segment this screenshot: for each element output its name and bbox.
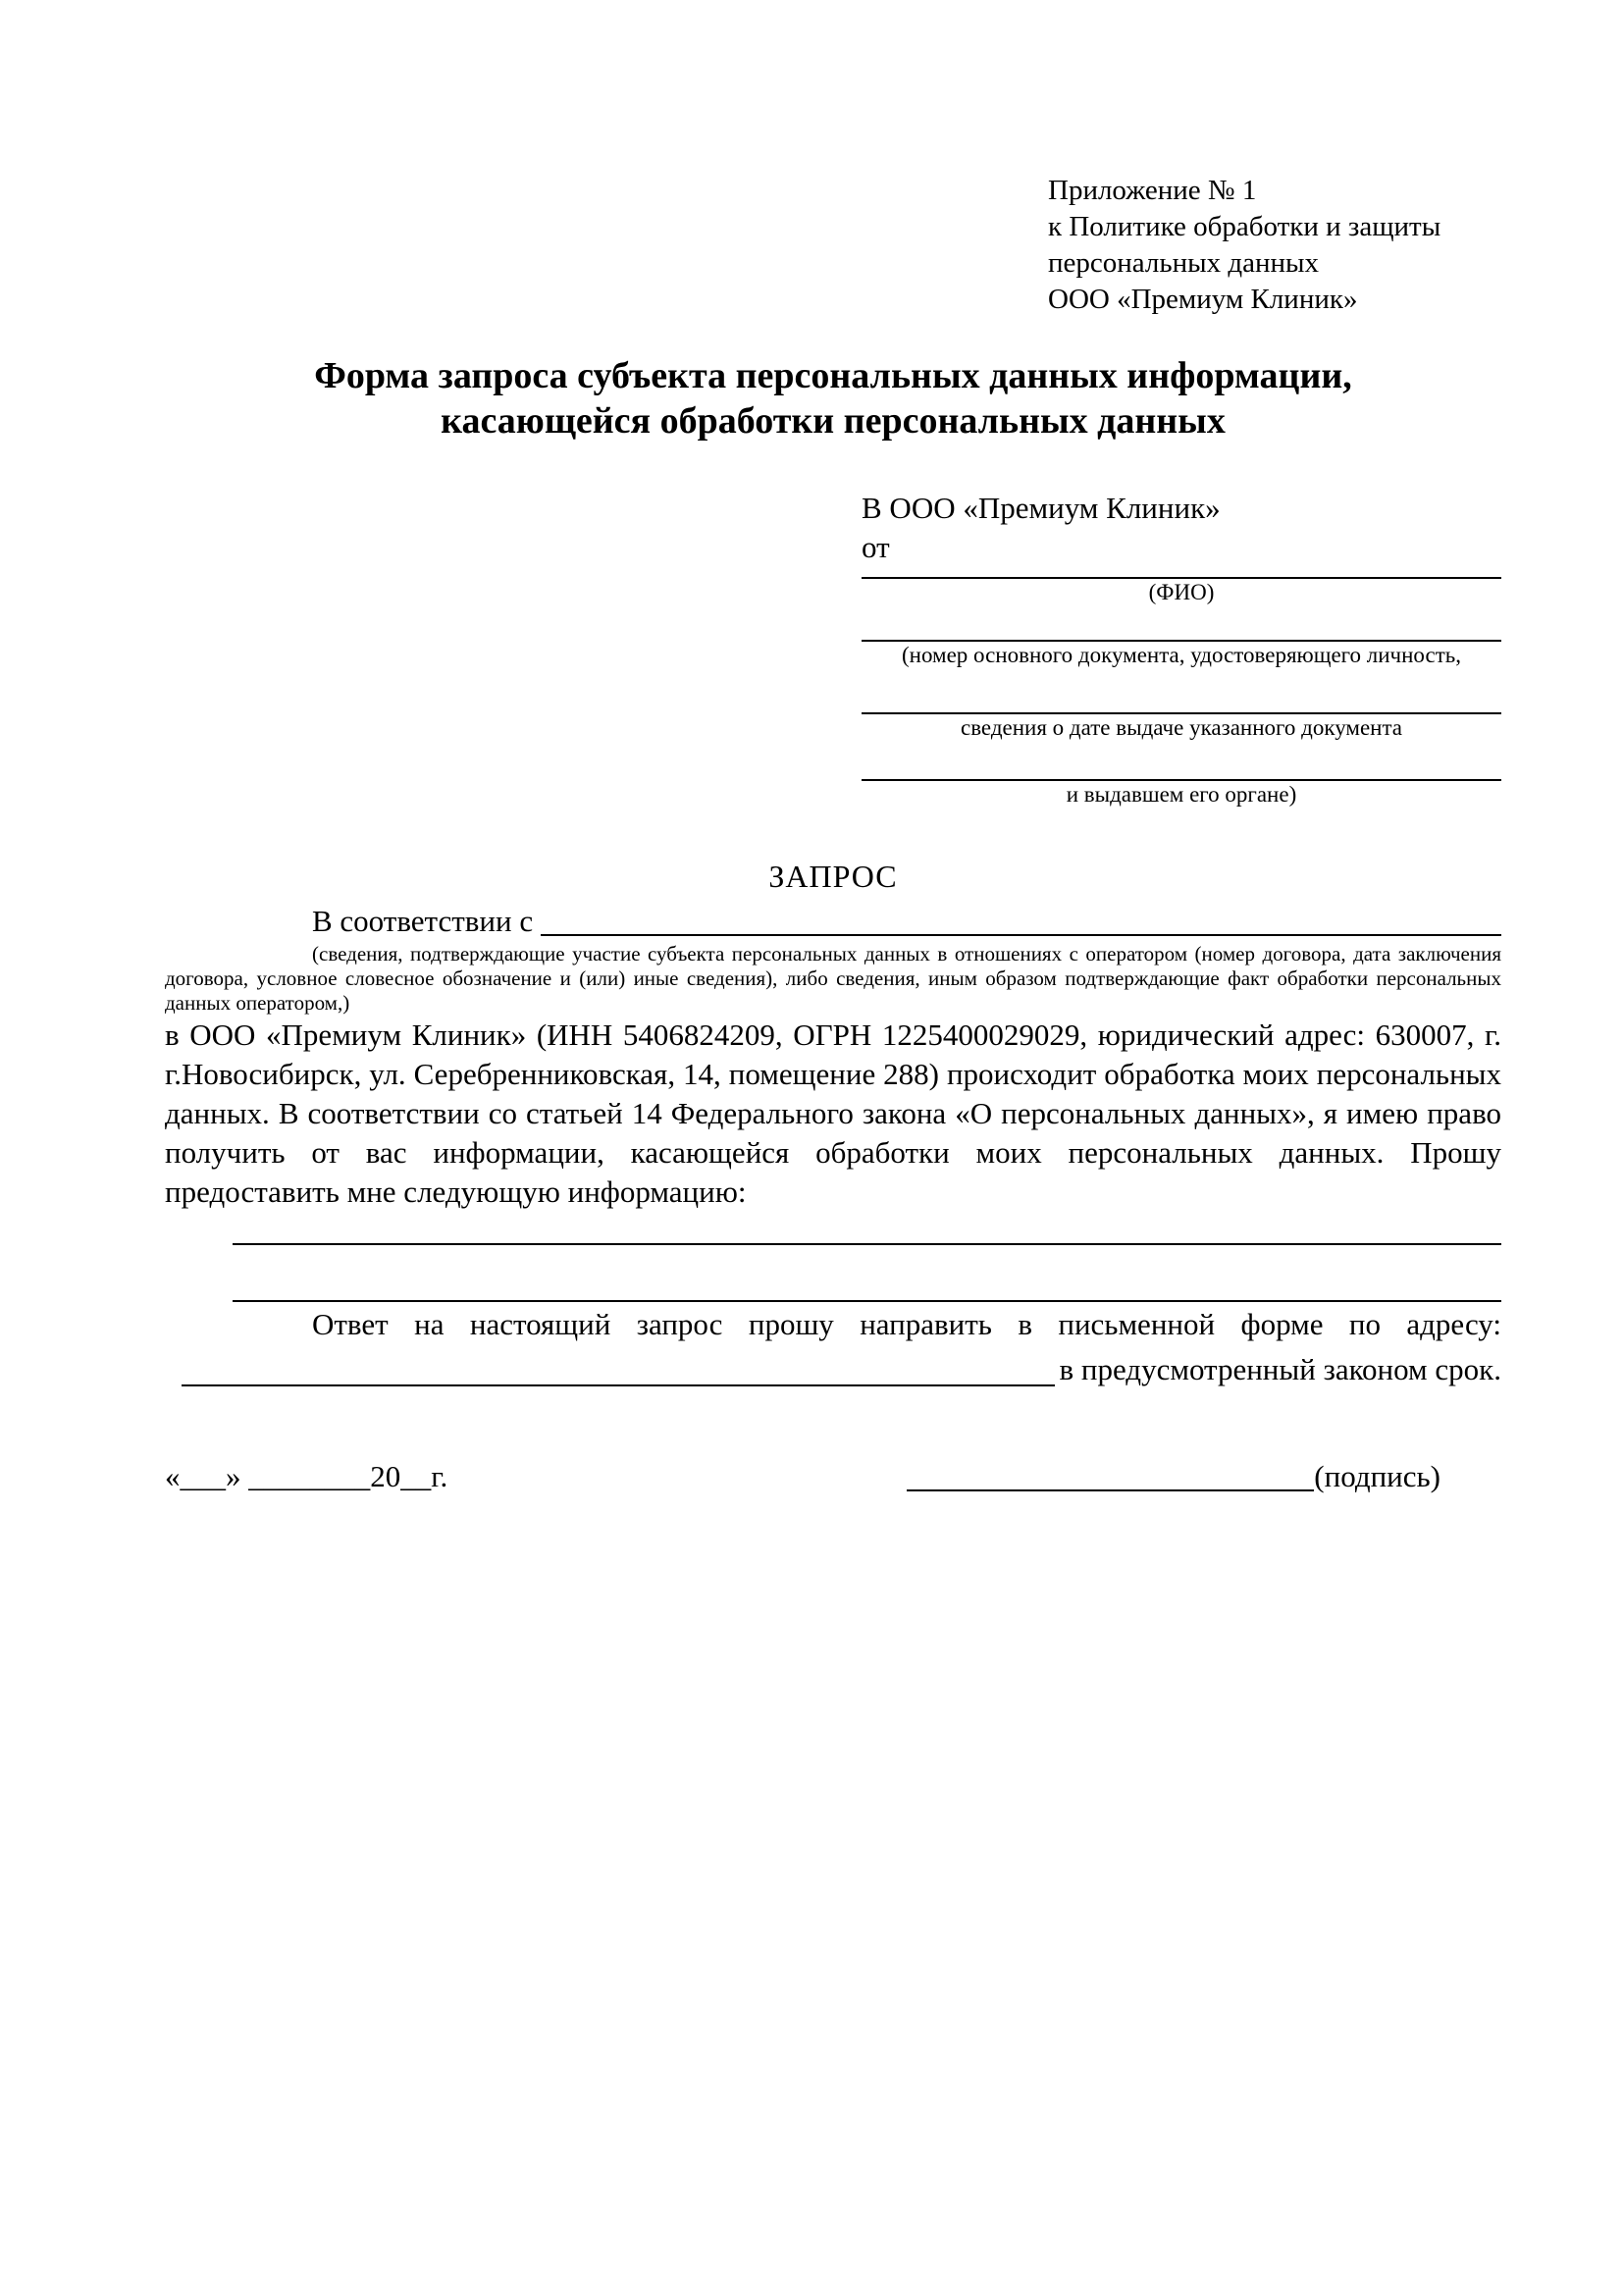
answer-address-blank-field [182, 1347, 1055, 1386]
requested-info-blanks [233, 1212, 1501, 1302]
document-number-blank-field [862, 616, 1501, 642]
appendix-line: персональных данных [1048, 247, 1320, 279]
appendix-line: к Политике обработки и защиты [1048, 211, 1441, 242]
requested-info-blank-line-2 [233, 1245, 1501, 1302]
signature-group [907, 1455, 1440, 1498]
fio-field-caption: (ФИО) [1148, 580, 1215, 604]
date-signature-row [165, 1455, 1501, 1498]
addressee-block [862, 489, 1501, 809]
signature-blank-field [907, 1489, 1314, 1491]
issue-date-blank-field [862, 689, 1501, 714]
page-title-line: Форма запроса субъекта персональных данных информации, [314, 355, 1352, 396]
issuing-authority-field-caption: и выдавшем его органе) [1066, 782, 1297, 807]
addressee-from-label: от [862, 530, 890, 564]
appendix-line: ООО «Премиум Клиник» [1048, 284, 1358, 315]
page-title-line: касающейся обработки персональных данных [441, 400, 1226, 442]
appendix-line: Приложение № 1 [1048, 175, 1257, 206]
answer-address-row [165, 1347, 1501, 1392]
accordance-row [165, 901, 1501, 942]
request-heading: ЗАПРОС [768, 859, 898, 894]
signature-caption: (подпись) [1314, 1459, 1440, 1493]
accordance-lead-text: В соответствии с [312, 904, 534, 938]
document-number-field-caption: (номер основного документа, удостоверяющего личность, [901, 643, 1461, 667]
appendix-block [1048, 173, 1501, 318]
fine-print-note: (сведения, подтверждающие участие субъекта персональных данных в отношениях с оператором (номер договора, дата заключения договора, условное словесное обозначение и (или) иные сведения), либо сведения, иным образом подтверждающие факт обработки персональных данных оператором,) [165, 942, 1501, 1015]
answer-tail-text: в предусмотренный законом срок. [1059, 1352, 1501, 1386]
date-line: «___» ________20__г. [165, 1459, 448, 1493]
page-title [165, 353, 1501, 444]
addressee-to: В ООО «Премиум Клиник» [862, 491, 1221, 525]
accordance-blank-field [541, 901, 1501, 936]
requested-info-blank-line-1 [233, 1212, 1501, 1245]
request-body-paragraph: в ООО «Премиум Клиник» (ИНН 5406824209, ОГРН 1225400029029, юридический адрес: 630007, г. г.Новосибирск, ул. Серебренниковская, 14, помещение 288) происходит обработка моих персональных данных. В соответствии со статьей 14 Федерального закона «О персональных данных», я имею право получить от вас информации, касающейся обработки моих персональных данных. Прошу предоставить мне следующую информацию: [165, 1018, 1501, 1209]
answer-address-paragraph: Ответ на настоящий запрос прошу направить в письменной форме по адресу: [312, 1307, 1501, 1341]
issue-date-field-caption: сведения о дате выдаче указанного документа [960, 715, 1403, 740]
issuing-authority-blank-field [862, 756, 1501, 781]
fio-blank-field [862, 567, 1501, 579]
